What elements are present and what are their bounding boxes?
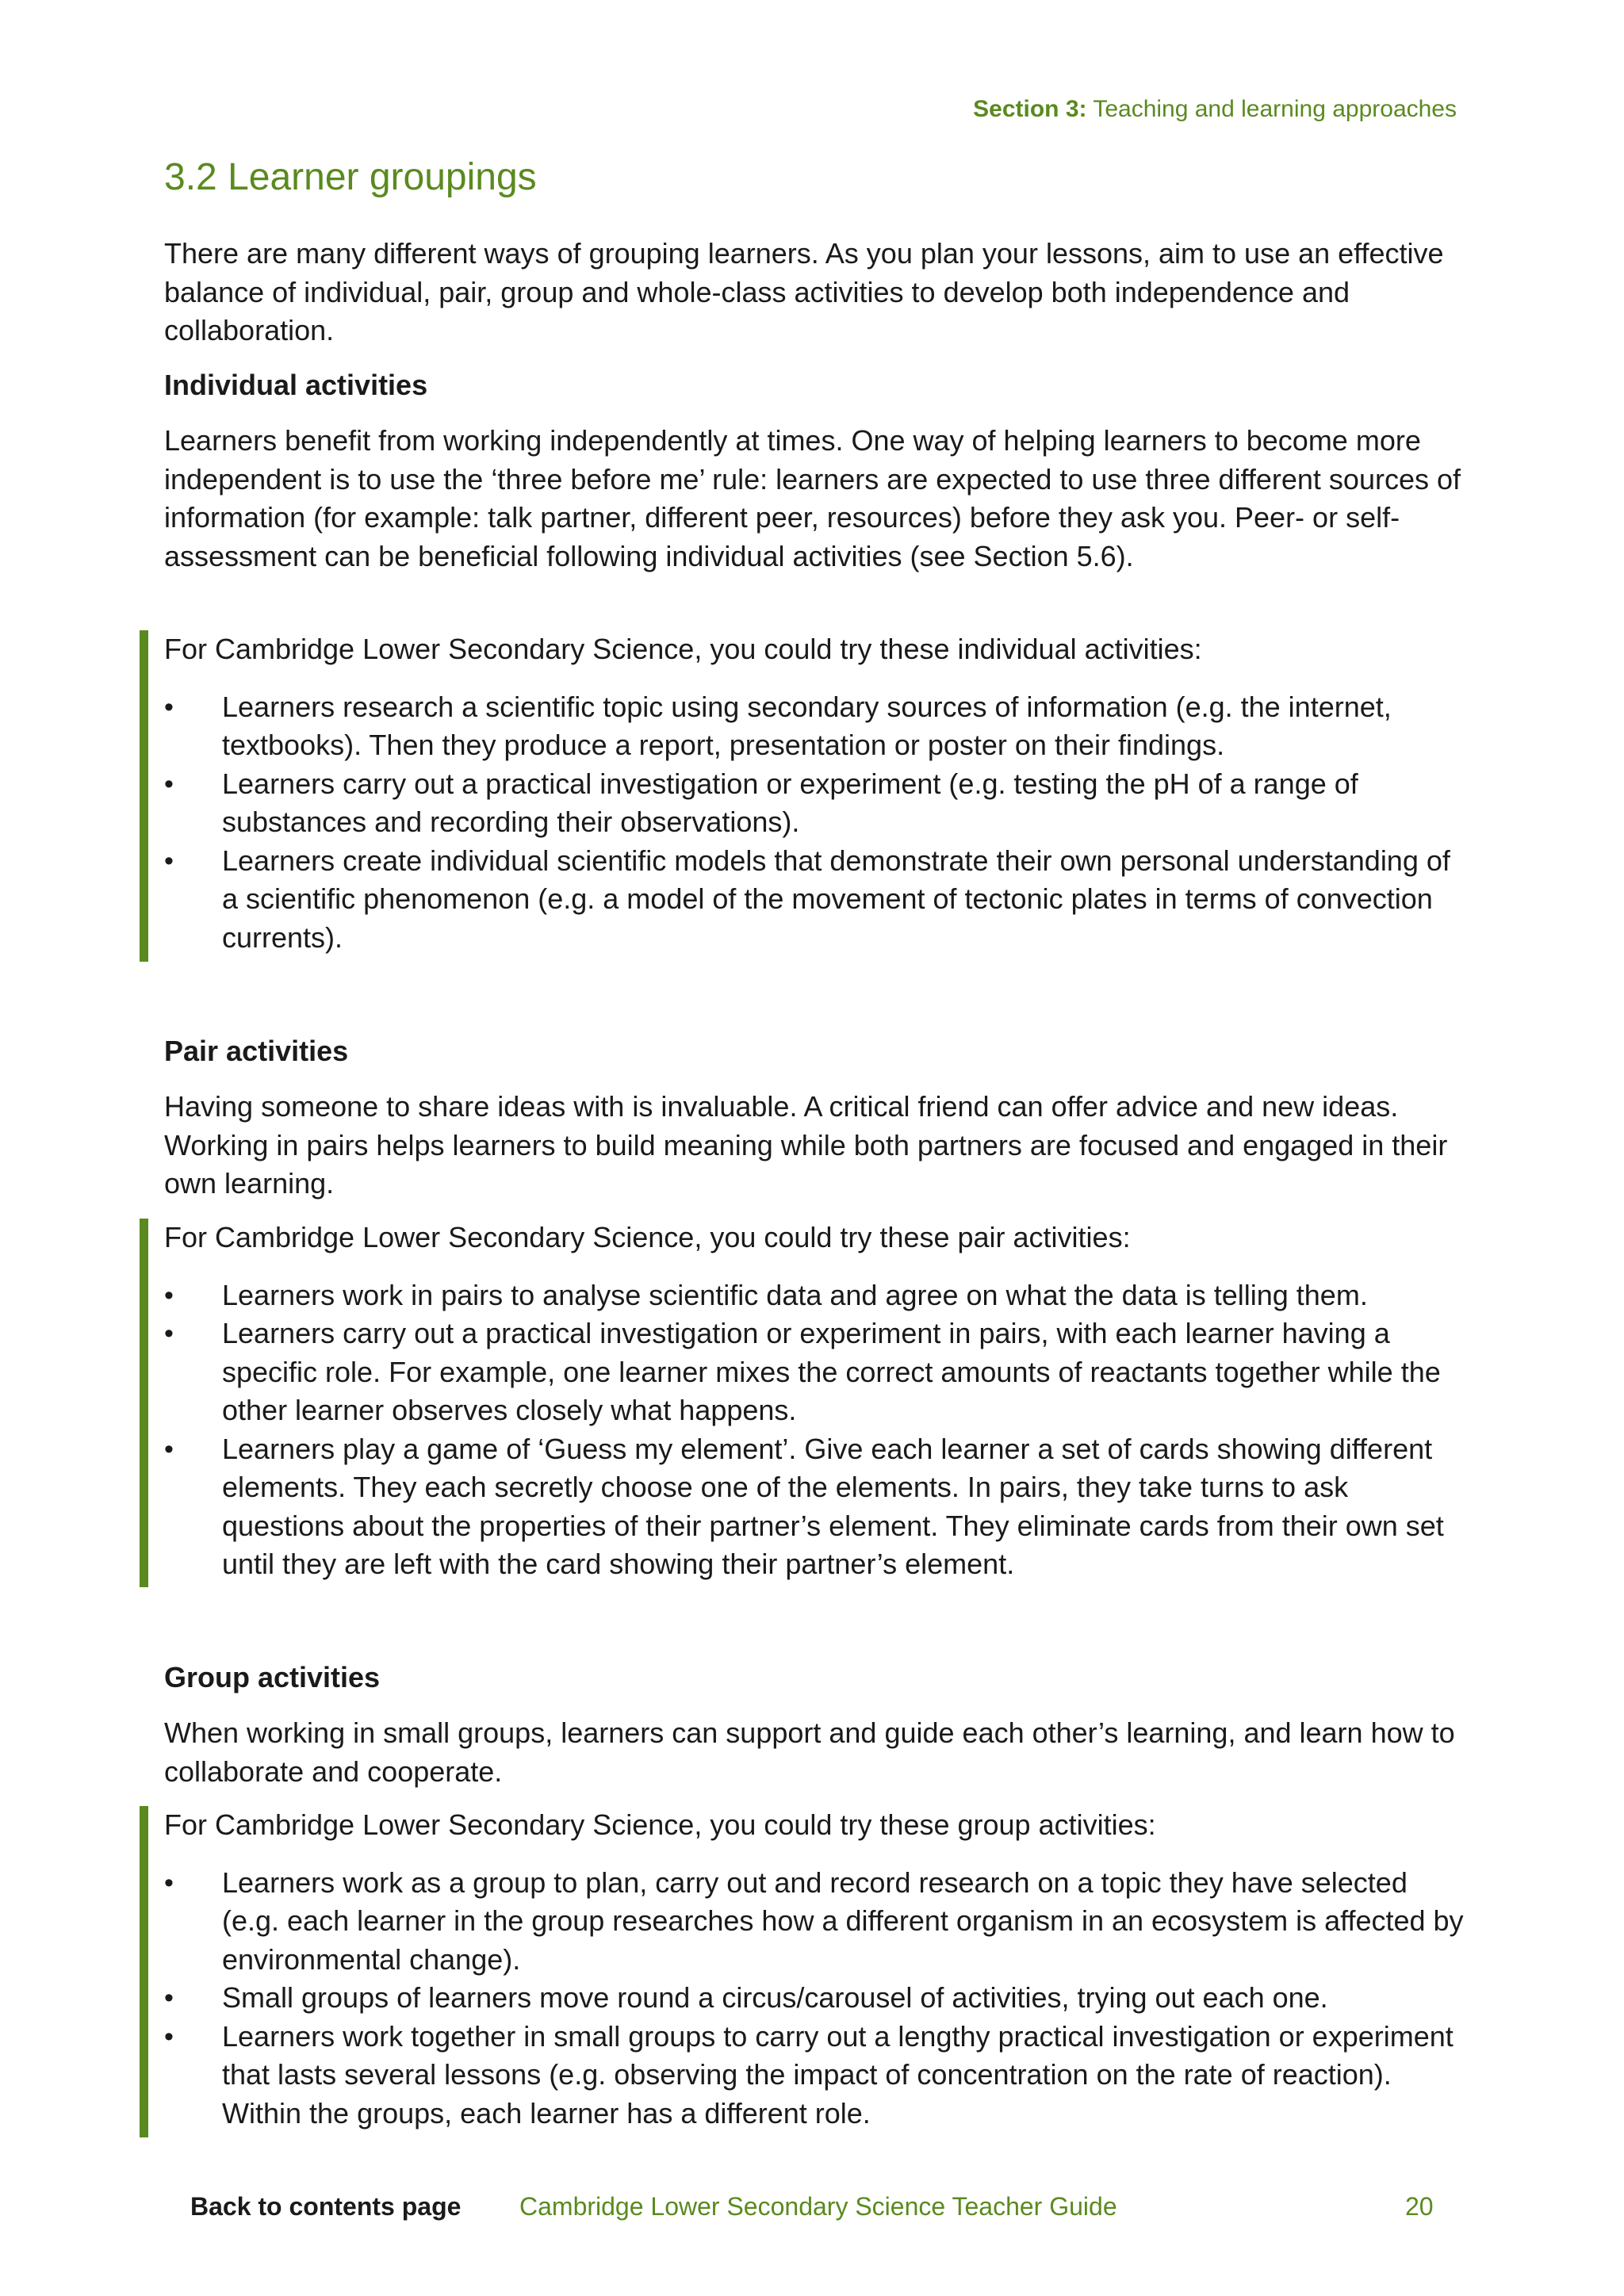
individual-activities-callout [140, 630, 1472, 962]
individual-activities-list [164, 688, 1469, 958]
callout-intro: For Cambridge Lower Secondary Science, you could try these group activities: [164, 1808, 1156, 1841]
guide-title: Cambridge Lower Secondary Science Teacher Guide [519, 2192, 1117, 2221]
callout-bar [140, 1219, 148, 1587]
list-item: • Learners create individual scientific models that demonstrate their own personal understanding of a scientific phenomenon (e.g. a model of the movement of tectonic plates in terms of convection currents). [164, 842, 1469, 958]
group-activities-list [164, 1864, 1469, 2133]
pair-activities-heading: Pair activities [164, 1035, 349, 1067]
group-activities-heading: Group activities [164, 1661, 381, 1693]
pair-activities-callout [140, 1219, 1472, 1587]
callout-bar [140, 1806, 148, 2137]
callout-intro: For Cambridge Lower Secondary Science, you could try these individual activities: [164, 633, 1202, 665]
back-to-contents-link[interactable]: Back to contents page [190, 2192, 462, 2221]
group-activities-callout [140, 1806, 1472, 2137]
list-item: • Learners work in pairs to analyse scientific data and agree on what the data is telling them. [164, 1276, 1469, 1315]
page-number: 20 [1405, 2192, 1434, 2221]
section-label: Section 3: [973, 96, 1087, 122]
intro-paragraph: There are many different ways of grouping learners. As you plan your lessons, aim to use an effective balance of individual, pair, group and whole-class activities to develop both independence and collaboration. [164, 237, 1444, 346]
callout-bar [140, 630, 148, 962]
callout-intro: For Cambridge Lower Secondary Science, you could try these pair activities: [164, 1221, 1131, 1253]
list-item: • Learners research a scientific topic using secondary sources of information (e.g. the internet, textbooks). Then they produce a report, presentation or poster on their findings. [164, 688, 1469, 765]
running-header [973, 96, 1457, 123]
individual-activities-text: Learners benefit from working independently at times. One way of helping learners to become more independent is to use the ‘three before me’ rule: learners are expected to use three different sources of information (for example: talk partner, different peer, resources) before they ask you. Peer- or self-assessment can be beneficial following individual activities (see Section 5.6). [164, 424, 1461, 572]
pair-activities-list [164, 1276, 1469, 1584]
group-activities-text: When working in small groups, learners can support and guide each other’s learning, and learn how to collaborate and cooperate. [164, 1716, 1455, 1788]
individual-activities-heading: Individual activities [164, 369, 428, 401]
page-title: 3.2 Learner groupings [164, 156, 537, 198]
list-item: • Small groups of learners move round a circus/carousel of activities, trying out each one. [164, 1979, 1469, 2018]
list-item: • Learners carry out a practical investigation or experiment in pairs, with each learner having a specific role. For example, one learner mixes the correct amounts of reactants together while the other learner observes closely what happens. [164, 1314, 1469, 1430]
list-item: • Learners play a game of ‘Guess my element’. Give each learner a set of cards showing different elements. They each secretly choose one of the elements. In pairs, they take turns to ask questions about the properties of their partner’s element. They eliminate cards from their own set until they are left with the card showing their partner’s element. [164, 1430, 1469, 1584]
section-title: Teaching and learning approaches [1086, 96, 1457, 122]
list-item: • Learners work together in small groups to carry out a lengthy practical investigation or experiment that lasts several lessons (e.g. observing the impact of concentration on the rate of reaction). Within the groups, each learner has a different role. [164, 2018, 1469, 2133]
pair-activities-text: Having someone to share ideas with is invaluable. A critical friend can offer advice and new ideas. Working in pairs helps learners to build meaning while both partners are focused and engaged in their own learning. [164, 1090, 1448, 1200]
list-item: • Learners work as a group to plan, carry out and record research on a topic they have selected (e.g. each learner in the group researches how a different organism in an ecosystem is affected by environmental change). [164, 1864, 1469, 1980]
list-item: • Learners carry out a practical investigation or experiment (e.g. testing the pH of a range of substances and recording their observations). [164, 765, 1469, 842]
